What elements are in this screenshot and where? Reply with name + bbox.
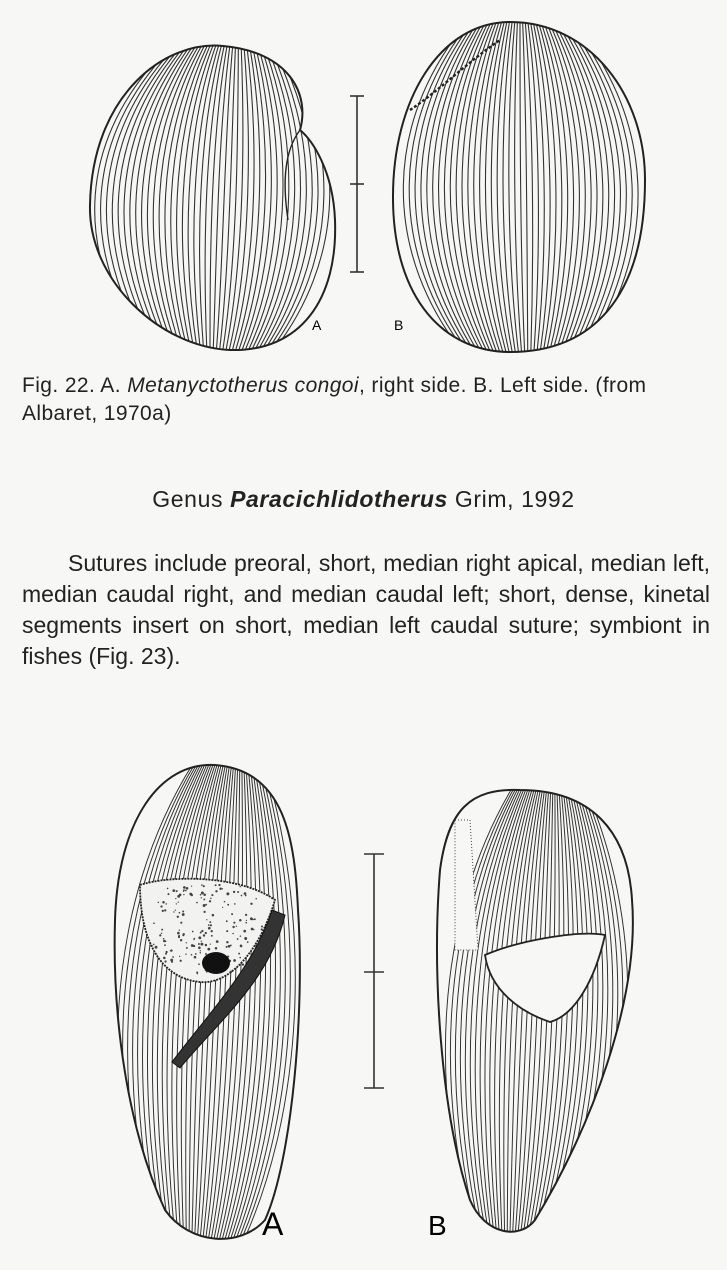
scale-bar-23 xyxy=(364,854,384,1088)
genus-authority: Grim, 1992 xyxy=(447,486,575,512)
specimen-a xyxy=(115,755,300,1255)
figure-22-label-a: A xyxy=(312,317,322,333)
caption-prefix: Fig. 22. A. xyxy=(22,374,128,397)
micronucleus xyxy=(202,952,230,974)
figure-23-label-a: A xyxy=(262,1206,284,1242)
genus-name: Paracichlidotherus xyxy=(230,486,448,512)
specimen-b-left-side xyxy=(393,10,645,360)
caption-species: Metanyctotherus congoi xyxy=(127,374,359,397)
figure-22-illustration xyxy=(0,0,727,360)
figure-23-illustration xyxy=(0,750,727,1270)
genus-description xyxy=(22,548,710,672)
specimen-b xyxy=(437,780,633,1245)
genus-prefix: Genus xyxy=(152,486,231,512)
description-paragraph: Sutures include preoral, short, median right apical, median left, median caudal right, and median caudal left; short, dense, kinetal segments insert on short, median left caudal suture; symbiont in fishes (Fig. 23). xyxy=(22,550,710,669)
figure-23-label-b: B xyxy=(428,1210,447,1241)
scale-bar xyxy=(350,96,364,272)
figure-22-label-b: B xyxy=(394,317,404,333)
caption-rest: , right side. B. Left side. (from Albaret, 1970a) xyxy=(22,374,647,425)
specimen-a-right-side xyxy=(90,30,335,360)
figure-22-caption xyxy=(22,372,712,428)
genus-heading xyxy=(0,486,727,513)
